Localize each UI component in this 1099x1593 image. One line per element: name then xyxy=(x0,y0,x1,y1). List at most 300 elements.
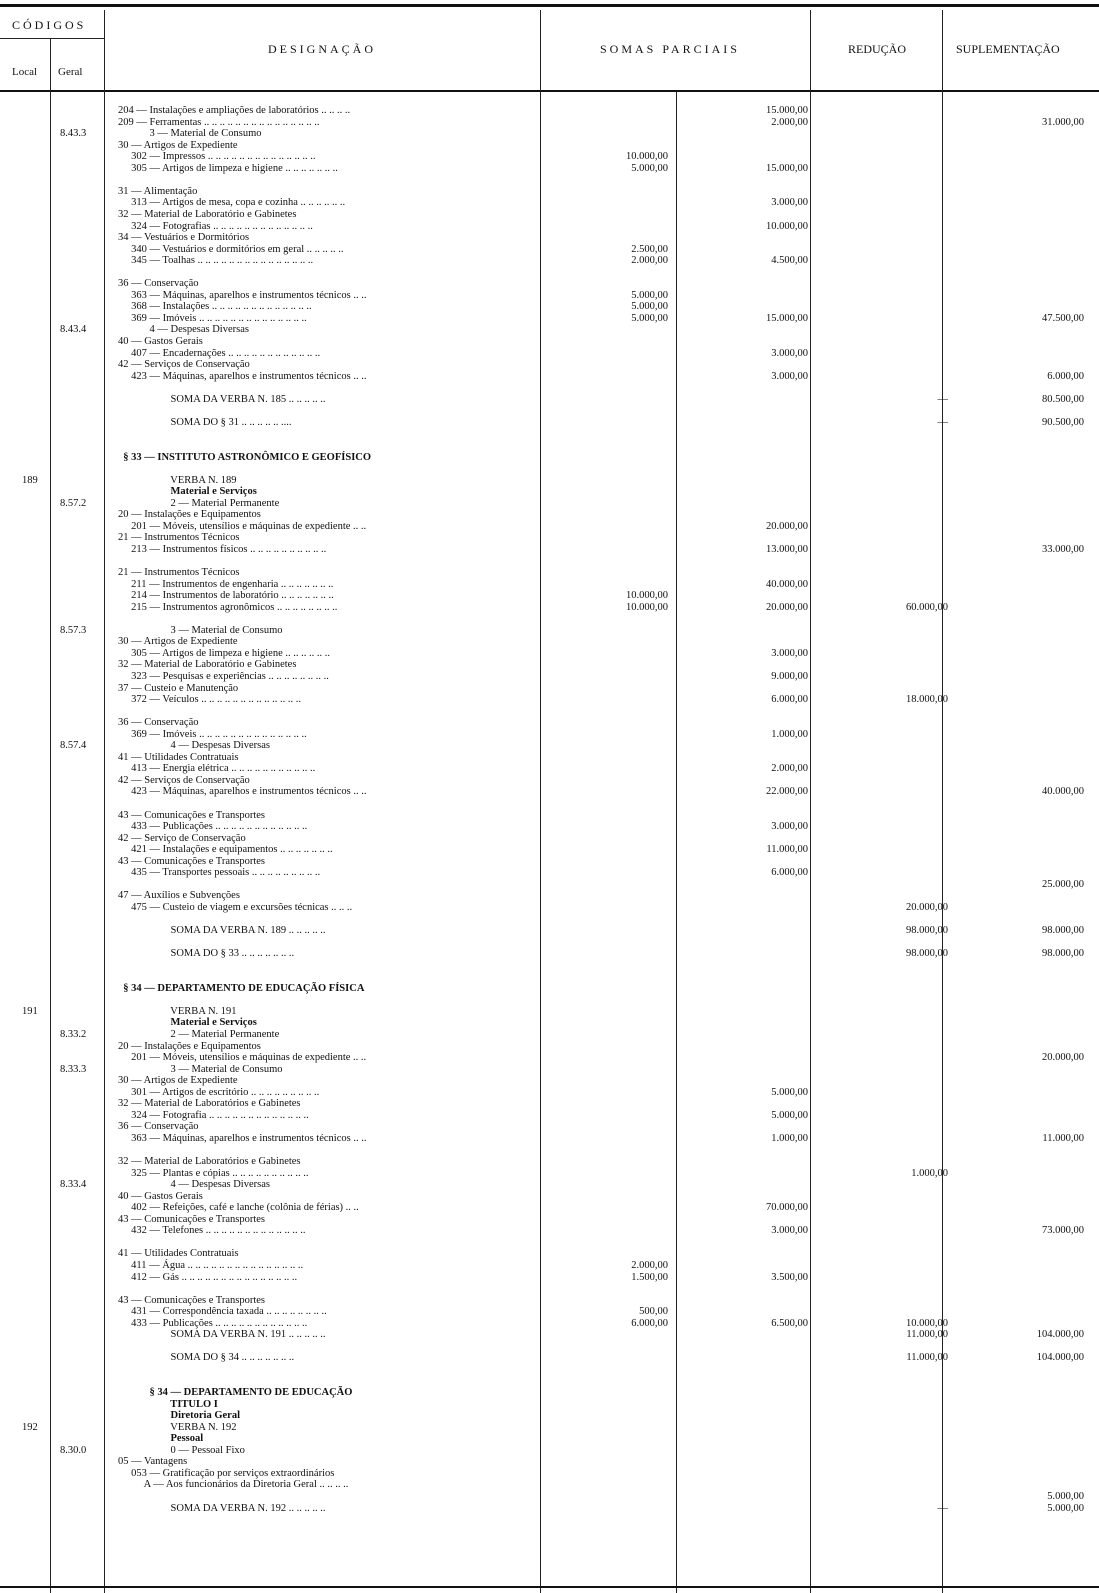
ledger-row xyxy=(0,567,1099,578)
reduction: 60.000,00 xyxy=(906,601,948,613)
designation: 0 — Pessoal Fixo xyxy=(118,1444,245,1456)
designation: 305 — Artigos de limpeza e higiene .. .. .. .. .. .. .. xyxy=(118,162,338,174)
designation: § 34 — DEPARTAMENTO DE EDUCAÇÃO xyxy=(118,1387,353,1399)
reduction: 98.000,00 xyxy=(906,948,948,960)
partial-total: 22.000,00 xyxy=(766,786,808,798)
designation: 3 — Material de Consumo xyxy=(118,624,283,636)
designation: 402 — Refeições, café e lanche (colônia de férias) .. .. xyxy=(118,1202,359,1214)
designation: 32 — Material de Laboratório e Gabinetes xyxy=(118,208,297,220)
ledger-row xyxy=(0,140,1099,151)
designation: 363 — Máquinas, aparelhos e instrumentos técnicos .. .. xyxy=(118,289,367,301)
ledger-row xyxy=(0,579,1099,590)
designation: 47 — Auxílios e Subvenções xyxy=(118,890,240,902)
ledger-row xyxy=(0,833,1099,844)
ledger-row xyxy=(0,1179,1099,1190)
designation: 421 — Instalações e equipamentos .. .. .. .. .. .. .. xyxy=(118,844,333,856)
designation: 21 — Instrumentos Técnicos xyxy=(118,567,240,578)
ledger-row xyxy=(0,509,1099,520)
ledger-row xyxy=(0,1479,1099,1490)
ledger-row xyxy=(0,694,1099,705)
supplementation: 6.000,00 xyxy=(1047,370,1084,382)
designation: SOMA DA VERBA N. 189 .. .. .. .. .. xyxy=(118,925,326,937)
ledger-row xyxy=(0,475,1099,486)
ledger-row xyxy=(0,867,1099,878)
ledger-row xyxy=(0,428,1099,439)
ledger-row xyxy=(0,1468,1099,1479)
ledger-row xyxy=(0,879,1099,890)
designation: 431 — Correspondência taxada .. .. .. .. .. .. .. .. xyxy=(118,1306,327,1318)
designation: 4 — Despesas Diversas xyxy=(118,1179,270,1191)
partial-total: 70.000,00 xyxy=(766,1202,808,1214)
designation: 209 — Ferramentas .. .. .. .. .. .. .. .. .. .. .. .. .. .. .. xyxy=(118,116,320,128)
partial-sum: 10.000,00 xyxy=(626,601,668,613)
top-rule xyxy=(0,4,1099,7)
ledger-row xyxy=(0,1283,1099,1294)
supplementation: 25.000,00 xyxy=(1042,878,1084,890)
designation: 423 — Máquinas, aparelhos e instrumentos técnicos .. .. xyxy=(118,370,367,382)
geral-code: 8.57.4 xyxy=(60,740,87,752)
ledger-row xyxy=(0,1156,1099,1167)
ledger-row xyxy=(0,856,1099,867)
ledger-row xyxy=(0,706,1099,717)
ledger-row xyxy=(0,810,1099,821)
partial-total: 15.000,00 xyxy=(766,162,808,174)
ledger-row xyxy=(0,186,1099,197)
ledger-row xyxy=(0,786,1099,797)
ledger-row xyxy=(0,763,1099,774)
ledger-row xyxy=(0,151,1099,162)
reduction: 1.000,00 xyxy=(911,1167,948,1179)
ledger-row xyxy=(0,937,1099,948)
designation: 432 — Telefones .. .. .. .. .. .. .. .. .. .. .. .. .. xyxy=(118,1225,306,1237)
local-code: 192 xyxy=(22,1421,38,1433)
designation: 413 — Energia elétrica .. .. .. .. .. .. .. .. .. .. .. xyxy=(118,763,316,775)
reduction: 11.000,00 xyxy=(906,1352,948,1364)
reduction: 11.000,00 xyxy=(906,1329,948,1341)
ledger-row xyxy=(0,1006,1099,1017)
reduction: — xyxy=(937,416,948,428)
partial-total: 15.000,00 xyxy=(766,105,808,116)
ledger-row xyxy=(0,324,1099,335)
ledger-row xyxy=(0,1168,1099,1179)
ledger-row xyxy=(0,278,1099,289)
supplementation: 5.000,00 xyxy=(1047,1502,1084,1514)
ledger-row xyxy=(0,405,1099,416)
designation: 37 — Custeio e Manutenção xyxy=(118,682,239,694)
designation: 204 — Instalações e ampliações de laboratórios .. .. .. .. xyxy=(118,105,351,116)
supplementation: 20.000,00 xyxy=(1042,1052,1084,1064)
designation: 43 — Comunicações e Transportes xyxy=(118,809,265,821)
designation: VERBA N. 192 xyxy=(118,1421,237,1433)
ledger-row xyxy=(0,267,1099,278)
designation: 42 — Serviços de Conservação xyxy=(118,774,250,786)
designation: SOMA DA VERBA N. 192 .. .. .. .. .. xyxy=(118,1502,326,1514)
designation: 2 — Material Permanente xyxy=(118,497,280,509)
partial-total: 3.000,00 xyxy=(771,197,808,209)
ledger-row xyxy=(0,555,1099,566)
designation: A — Aos funcionários da Diretoria Geral .. .. .. .. xyxy=(118,1479,349,1491)
ledger-row xyxy=(0,752,1099,763)
ledger-row xyxy=(0,902,1099,913)
designation: Diretoria Geral xyxy=(118,1410,240,1422)
partial-total: 3.000,00 xyxy=(771,821,808,833)
ledger-row xyxy=(0,1017,1099,1028)
ledger-row xyxy=(0,983,1099,994)
designation: 323 — Pesquisas e experiências .. .. .. .. .. .. .. .. xyxy=(118,670,329,682)
ledger-row xyxy=(0,1087,1099,1098)
reduction: 20.000,00 xyxy=(906,901,948,913)
ledger-row xyxy=(0,1248,1099,1259)
designation: 325 — Plantas e cópias .. .. .. .. .. .. .. .. .. .. xyxy=(118,1167,309,1179)
supplementation: 11.000,00 xyxy=(1042,1132,1084,1144)
partial-total: 3.000,00 xyxy=(771,647,808,659)
designation: 201 — Móveis, utensílios e máquinas de expediente .. .. xyxy=(118,520,367,532)
partial-sum: 2.000,00 xyxy=(631,255,668,267)
designation: 42 — Serviço de Conservação xyxy=(118,832,246,844)
reduction: 98.000,00 xyxy=(906,925,948,937)
partial-total: 1.000,00 xyxy=(771,1132,808,1144)
partial-sum: 6.000,00 xyxy=(631,1317,668,1329)
partial-total: 3.000,00 xyxy=(771,370,808,382)
partial-total: 6.500,00 xyxy=(771,1317,808,1329)
local-code: 191 xyxy=(22,1005,38,1017)
designation: 41 — Utilidades Contratuais xyxy=(118,751,239,763)
ledger-row xyxy=(0,1341,1099,1352)
ledger-row xyxy=(0,197,1099,208)
designation: 369 — Imóveis .. .. .. .. .. .. .. .. .. .. .. .. .. .. xyxy=(118,312,307,324)
ledger-row xyxy=(0,1445,1099,1456)
designation: 215 — Instrumentos agronômicos .. .. .. .. .. .. .. .. xyxy=(118,601,338,613)
designation: 201 — Móveis, utensílios e máquinas de expediente .. .. xyxy=(118,1052,367,1064)
designation: Material e Serviços xyxy=(118,1017,257,1029)
ledger-row xyxy=(0,925,1099,936)
designation: 407 — Encadernações .. .. .. .. .. .. .. .. .. .. .. .. xyxy=(118,347,321,359)
designation: 372 — Veículos .. .. .. .. .. .. .. .. .. .. .. .. .. xyxy=(118,694,301,706)
ledger-row xyxy=(0,221,1099,232)
header-local: Local xyxy=(12,66,38,78)
ledger-row xyxy=(0,1052,1099,1063)
ledger-row xyxy=(0,359,1099,370)
ledger-row xyxy=(0,1433,1099,1444)
designation: 368 — Instalações .. .. .. .. .. .. .. .. .. .. .. .. .. xyxy=(118,301,312,313)
ledger-row xyxy=(0,336,1099,347)
ledger-row xyxy=(0,255,1099,266)
ledger-row xyxy=(0,290,1099,301)
header-suplementacao: SUPLEMENTAÇÃO xyxy=(956,42,1060,56)
ledger-row xyxy=(0,1503,1099,1514)
designation: 32 — Material de Laboratórios e Gabinetes xyxy=(118,1098,301,1110)
designation: 31 — Alimentação xyxy=(118,185,198,197)
designation: 32 — Material de Laboratório e Gabinetes xyxy=(118,659,297,671)
supplementation: 98.000,00 xyxy=(1042,948,1084,960)
ledger-row xyxy=(0,1225,1099,1236)
geral-code: 8.43.4 xyxy=(60,324,87,336)
designation: SOMA DO § 31 .. .. .. .. .. .... xyxy=(118,416,292,428)
partial-total: 5.000,00 xyxy=(771,1109,808,1121)
bottom-rule xyxy=(0,1586,1099,1588)
ledger-row xyxy=(0,590,1099,601)
geral-code: 8.57.3 xyxy=(60,624,87,636)
supplementation: 104.000,00 xyxy=(1036,1352,1084,1364)
designation: 301 — Artigos de escritório .. .. .. .. .. .. .. .. .. xyxy=(118,1086,320,1098)
reduction: — xyxy=(937,393,948,405)
partial-total: 20.000,00 xyxy=(766,601,808,613)
supplementation: 47.500,00 xyxy=(1042,312,1084,324)
designation: 214 — Instrumentos de laboratório .. .. .. .. .. .. .. xyxy=(118,590,334,602)
designation: 43 — Comunicações e Transportes xyxy=(118,1294,265,1306)
designation: 305 — Artigos de limpeza e higiene .. .. .. .. .. .. xyxy=(118,647,331,659)
ledger-row xyxy=(0,1318,1099,1329)
designation: 30 — Artigos de Expediente xyxy=(118,139,238,151)
supplementation: 80.500,00 xyxy=(1042,393,1084,405)
partial-total: 6.000,00 xyxy=(771,867,808,879)
partial-sum: 5.000,00 xyxy=(631,301,668,313)
partial-sum: 500,00 xyxy=(639,1306,668,1318)
ledger-row xyxy=(0,1029,1099,1040)
local-code: 189 xyxy=(22,474,38,486)
partial-total: 2.000,00 xyxy=(771,763,808,775)
ledger-row xyxy=(0,636,1099,647)
partial-sum: 5.000,00 xyxy=(631,312,668,324)
designation: 433 — Publicações .. .. .. .. .. .. .. .. .. .. .. .. xyxy=(118,821,308,833)
supplementation: 40.000,00 xyxy=(1042,786,1084,798)
header-codigos: CÓDIGOS xyxy=(12,18,87,32)
designation: 423 — Máquinas, aparelhos e instrumentos técnicos .. .. xyxy=(118,786,367,798)
ledger-row xyxy=(0,452,1099,463)
designation: § 33 — INSTITUTO ASTRONÔMICO E GEOFÍSICO xyxy=(118,451,372,463)
ledger-row xyxy=(0,1410,1099,1421)
ledger-row xyxy=(0,1491,1099,1502)
ledger-row xyxy=(0,544,1099,555)
ledger-row xyxy=(0,798,1099,809)
ledger-row xyxy=(0,532,1099,543)
designation: § 34 — DEPARTAMENTO DE EDUCAÇÃO FÍSICA xyxy=(118,982,365,994)
designation: SOMA DA VERBA N. 185 .. .. .. .. .. xyxy=(118,393,326,405)
supplementation: 90.500,00 xyxy=(1042,416,1084,428)
designation: 20 — Instalações e Equipamentos xyxy=(118,509,261,521)
reduction: — xyxy=(937,1502,948,1514)
designation: 20 — Instalações e Equipamentos xyxy=(118,1040,261,1052)
partial-total: 5.000,00 xyxy=(771,1086,808,1098)
ledger-row xyxy=(0,1214,1099,1225)
ledger-row xyxy=(0,740,1099,751)
supplementation: 104.000,00 xyxy=(1036,1329,1084,1341)
designation: VERBA N. 191 xyxy=(118,1005,237,1017)
designation: 340 — Vestuários e dormitórios em geral .. .. .. .. .. xyxy=(118,243,344,255)
ledger-row xyxy=(0,1422,1099,1433)
designation: 34 — Vestuários e Dormitórios xyxy=(118,232,250,244)
ledger-row xyxy=(0,348,1099,359)
partial-total: 1.000,00 xyxy=(771,728,808,740)
ledger-row xyxy=(0,1145,1099,1156)
ledger-row xyxy=(0,521,1099,532)
ledger-row xyxy=(0,1237,1099,1248)
supplementation: 73.000,00 xyxy=(1042,1225,1084,1237)
ledger-row xyxy=(0,683,1099,694)
designation: 324 — Fotografia .. .. .. .. .. .. .. .. .. .. .. .. .. xyxy=(118,1109,309,1121)
designation: 43 — Comunicações e Transportes xyxy=(118,855,265,867)
designation: 053 — Gratificação por serviços extraordinários xyxy=(118,1467,335,1479)
ledger-row xyxy=(0,486,1099,497)
partial-total: 15.000,00 xyxy=(766,312,808,324)
ledger-row xyxy=(0,971,1099,982)
ledger-row xyxy=(0,498,1099,509)
supplementation: 33.000,00 xyxy=(1042,543,1084,555)
designation: VERBA N. 189 xyxy=(118,474,237,486)
designation: 345 — Toalhas .. .. .. .. .. .. .. .. .. .. .. .. .. .. .. xyxy=(118,255,314,267)
ledger-row xyxy=(0,128,1099,139)
designation: 412 — Gás .. .. .. .. .. .. .. .. .. .. .. .. .. .. .. xyxy=(118,1271,298,1283)
ledger-row xyxy=(0,1364,1099,1375)
designation: 36 — Conservação xyxy=(118,1121,199,1133)
partial-total: 3.500,00 xyxy=(771,1271,808,1283)
designation: 211 — Instrumentos de engenharia .. .. .. .. .. .. .. xyxy=(118,578,334,590)
ledger-row xyxy=(0,1098,1099,1109)
ledger-row xyxy=(0,105,1099,116)
designation: 30 — Artigos de Expediente xyxy=(118,1075,238,1087)
ledger-row xyxy=(0,1352,1099,1363)
designation: 302 — Impressos .. .. .. .. .. .. .. .. .. .. .. .. .. .. xyxy=(118,151,316,163)
ledger-row xyxy=(0,625,1099,636)
designation: 3 — Material de Consumo xyxy=(118,128,262,140)
designation: 42 — Serviços de Conservação xyxy=(118,359,250,371)
reduction: 18.000,00 xyxy=(906,694,948,706)
ledger-row xyxy=(0,659,1099,670)
ledger-row xyxy=(0,1260,1099,1271)
geral-code: 8.33.3 xyxy=(60,1063,87,1075)
designation: SOMA DO § 34 .. .. .. .. .. .. .. xyxy=(118,1352,295,1364)
ledger-row xyxy=(0,440,1099,451)
ledger-row xyxy=(0,1272,1099,1283)
designation: 36 — Conservação xyxy=(118,278,199,290)
ledger-row xyxy=(0,1133,1099,1144)
ledger-row xyxy=(0,1075,1099,1086)
designation: Pessoal xyxy=(118,1433,204,1445)
ledger-row xyxy=(0,1295,1099,1306)
ledger-row xyxy=(0,648,1099,659)
designation: 369 — Imóveis .. .. .. .. .. .. .. .. .. .. .. .. .. .. xyxy=(118,728,307,740)
designation: SOMA DO § 33 .. .. .. .. .. .. .. xyxy=(118,948,295,960)
ledger-row xyxy=(0,1110,1099,1121)
ledger-row xyxy=(0,717,1099,728)
designation: 324 — Fotografias .. .. .. .. .. .. .. .. .. .. .. .. .. xyxy=(118,220,313,232)
ledger-row xyxy=(0,163,1099,174)
ledger-row xyxy=(0,1041,1099,1052)
designation: 41 — Utilidades Contratuais xyxy=(118,1248,239,1260)
ledger-row xyxy=(0,232,1099,243)
ledger-row xyxy=(0,821,1099,832)
ledger-row xyxy=(0,117,1099,128)
ledger-row xyxy=(0,1399,1099,1410)
partial-sum: 1.500,00 xyxy=(631,1271,668,1283)
partial-total: 9.000,00 xyxy=(771,670,808,682)
ledger-row xyxy=(0,382,1099,393)
ledger-row xyxy=(0,948,1099,959)
ledger-row xyxy=(0,613,1099,624)
ledger-row xyxy=(0,463,1099,474)
designation: 4 — Despesas Diversas xyxy=(118,740,270,752)
ledger-row xyxy=(0,960,1099,971)
reduction: 10.000,00 xyxy=(906,1317,948,1329)
designation: 40 — Gastos Gerais xyxy=(118,336,203,347)
supplementation: 98.000,00 xyxy=(1042,925,1084,937)
ledger-row xyxy=(0,1456,1099,1467)
partial-total: 2.000,00 xyxy=(771,116,808,128)
partial-total: 11.000,00 xyxy=(766,844,808,856)
ledger-row xyxy=(0,244,1099,255)
designation: 32 — Material de Laboratórios e Gabinetes xyxy=(118,1156,301,1168)
geral-code: 8.57.2 xyxy=(60,497,87,509)
ledger-row xyxy=(0,729,1099,740)
ledger-row xyxy=(0,1387,1099,1398)
designation: Material e Serviços xyxy=(118,486,257,498)
designation: 21 — Instrumentos Técnicos xyxy=(118,532,240,544)
ledger-row xyxy=(0,209,1099,220)
ledger-row xyxy=(0,671,1099,682)
partial-total: 40.000,00 xyxy=(766,578,808,590)
ledger-row xyxy=(0,844,1099,855)
partial-total: 10.000,00 xyxy=(766,220,808,232)
ledger-row xyxy=(0,602,1099,613)
partial-total: 3.000,00 xyxy=(771,1225,808,1237)
designation: 411 — Água .. .. .. .. .. .. .. .. .. .. .. .. .. .. .. xyxy=(118,1260,304,1271)
ledger-row xyxy=(0,1064,1099,1075)
ledger-row xyxy=(0,1329,1099,1340)
designation: 36 — Conservação xyxy=(118,717,199,729)
ledger-row xyxy=(0,371,1099,382)
header-reducao: REDUÇÃO xyxy=(848,42,907,56)
header-somas-parciais: SOMAS PARCIAIS xyxy=(600,42,740,56)
partial-sum: 2.000,00 xyxy=(631,1260,668,1271)
designation: 313 — Artigos de mesa, copa e cozinha .. .. .. .. .. .. xyxy=(118,197,346,209)
designation: 4 — Despesas Diversas xyxy=(118,324,249,336)
ledger-row xyxy=(0,1191,1099,1202)
partial-total: 3.000,00 xyxy=(771,347,808,359)
partial-sum: 10.000,00 xyxy=(626,151,668,163)
ledger-row xyxy=(0,1376,1099,1387)
designation: 40 — Gastos Gerais xyxy=(118,1190,203,1202)
geral-code: 8.30.0 xyxy=(60,1444,87,1456)
partial-total: 20.000,00 xyxy=(766,520,808,532)
header-geral: Geral xyxy=(58,66,83,78)
header-bottom-rule xyxy=(0,90,1099,92)
partial-total: 4.500,00 xyxy=(771,255,808,267)
ledger-row xyxy=(0,994,1099,1005)
ledger-row xyxy=(0,775,1099,786)
ledger-row xyxy=(0,1202,1099,1213)
supplementation: 5.000,00 xyxy=(1047,1491,1084,1502)
partial-sum: 2.500,00 xyxy=(631,243,668,255)
geral-code: 8.43.3 xyxy=(60,128,87,140)
ledger-row xyxy=(0,417,1099,428)
designation: 475 — Custeio de viagem e excursões técnicas .. .. .. xyxy=(118,901,353,913)
header-designacao: DESIGNAÇÃO xyxy=(268,42,376,56)
partial-total: 6.000,00 xyxy=(771,694,808,706)
designation: 2 — Material Permanente xyxy=(118,1029,280,1040)
ledger-row xyxy=(0,174,1099,185)
partial-sum: 5.000,00 xyxy=(631,289,668,301)
partial-sum: 10.000,00 xyxy=(626,590,668,602)
designation: SOMA DA VERBA N. 191 .. .. .. .. .. xyxy=(118,1329,326,1341)
designation: 213 — Instrumentos físicos .. .. .. .. .. .. .. .. .. .. xyxy=(118,543,327,555)
designation: 05 — Vantagens xyxy=(118,1456,188,1468)
partial-total: 13.000,00 xyxy=(766,543,808,555)
header-codigos-rule xyxy=(0,38,104,39)
designation: 363 — Máquinas, aparelhos e instrumentos técnicos .. .. xyxy=(118,1132,367,1144)
designation: 43 — Comunicações e Transportes xyxy=(118,1213,265,1225)
designation: TITULO I xyxy=(118,1398,218,1410)
ledger-row xyxy=(0,1121,1099,1132)
